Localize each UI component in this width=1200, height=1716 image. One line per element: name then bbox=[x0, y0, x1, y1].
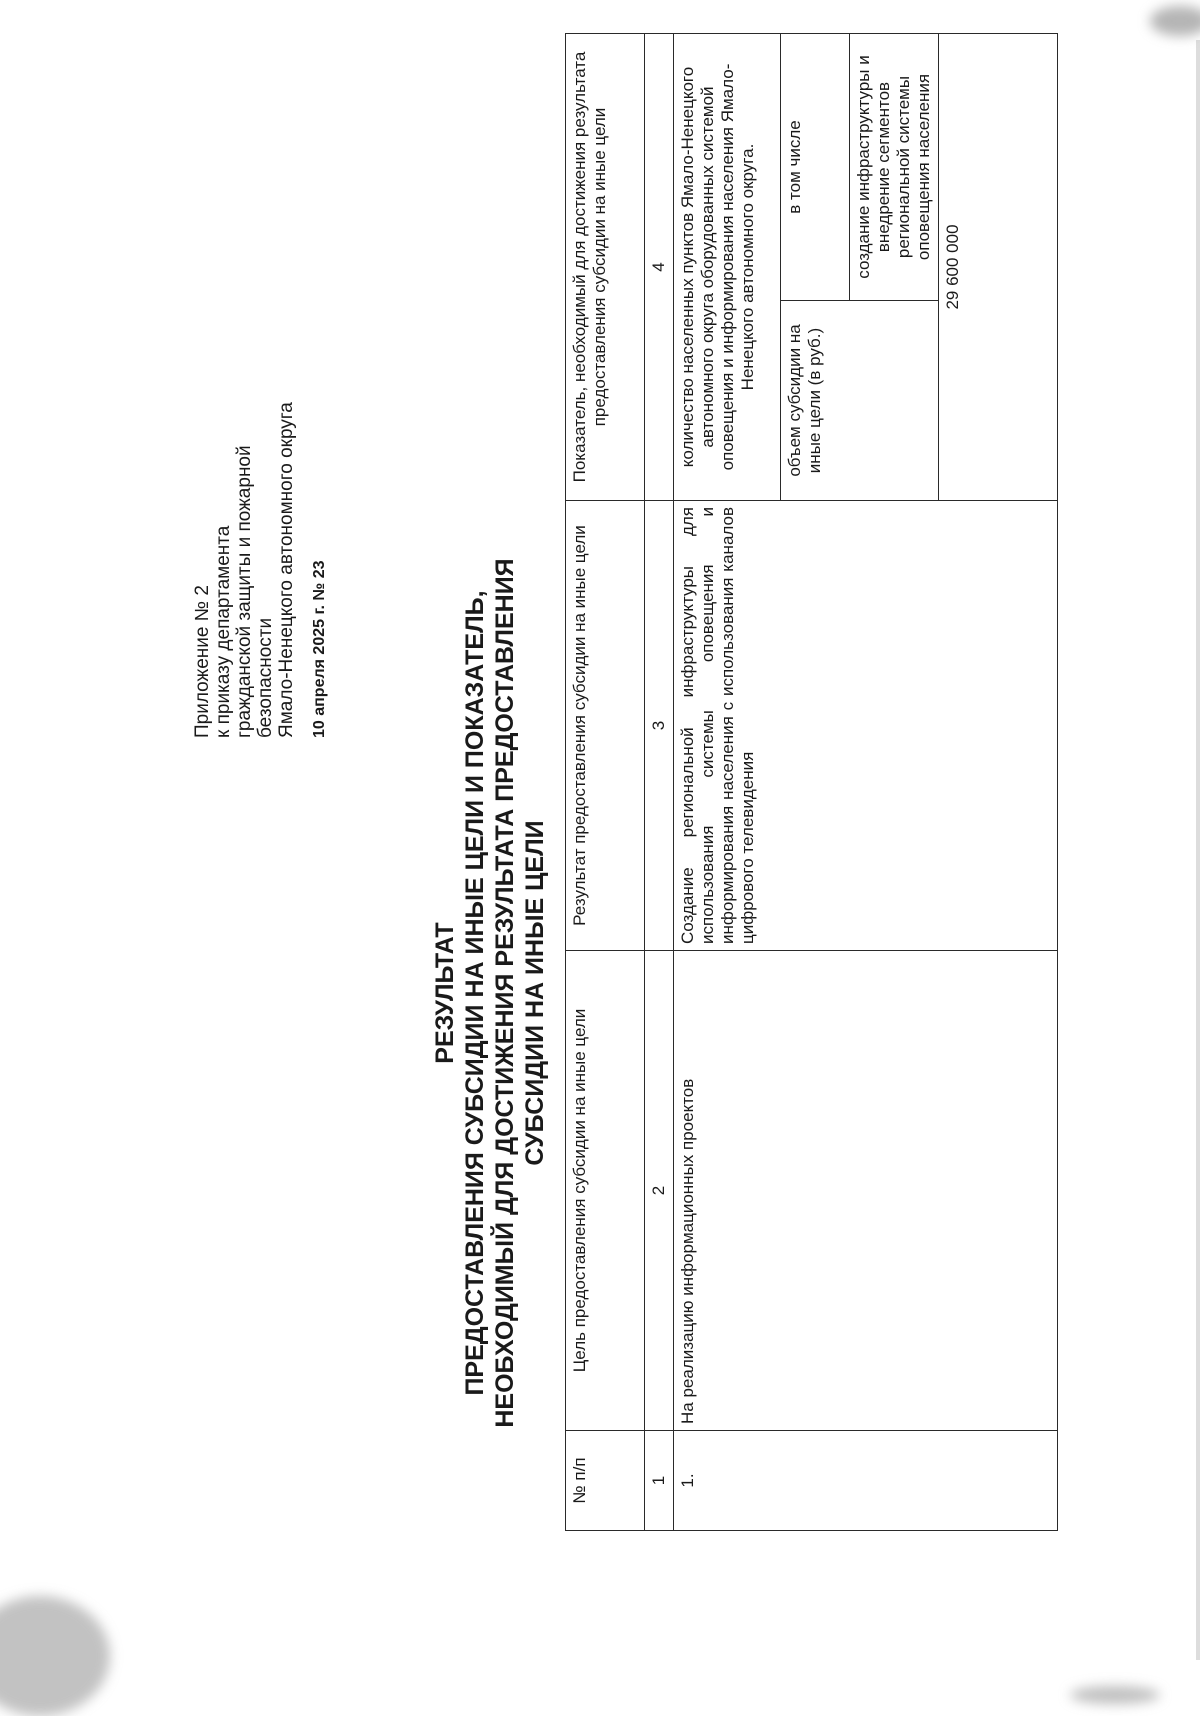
amount-cell: 29 600 000 bbox=[939, 34, 1058, 501]
header-number: № п/п bbox=[566, 1431, 645, 1531]
title-line: СУБСИДИИ НА ИНЫЕ ЦЕЛИ bbox=[521, 820, 549, 1166]
column-number: 1 bbox=[645, 1431, 674, 1531]
scan-edge bbox=[1196, 40, 1200, 1660]
column-number: 2 bbox=[645, 951, 674, 1431]
document-title bbox=[430, 463, 550, 1523]
approval-line: гражданской защиты и пожарной bbox=[234, 445, 255, 738]
approval-line: Ямало-Ненецкого автономного округа bbox=[276, 402, 297, 738]
row-number: 1. bbox=[674, 1431, 1058, 1531]
approval-line: безопасности bbox=[255, 617, 276, 738]
header-result: Результат предоставления субсидии на иные цели bbox=[566, 501, 645, 951]
title-line: ПРЕДОСТАВЛЕНИЯ СУБСИДИИ НА ИНЫЕ ЦЕЛИ И ПОКАЗАТЕЛЬ, bbox=[461, 590, 489, 1396]
column-number: 3 bbox=[645, 501, 674, 951]
result-cell: Создание региональной инфраструктуры для использования системы оповещения и информирования населения с использования каналов цифрового телевидения bbox=[674, 501, 1058, 951]
goal-cell: На реализацию информационных проектов bbox=[674, 951, 1058, 1431]
header-indicator: Показатель, необходимый для достижения результата предоставления субсидии на иные цели bbox=[566, 34, 645, 501]
title-line: РЕЗУЛЬТАТ bbox=[431, 922, 459, 1064]
approval-date: 10 апреля 2025 г. № 23 bbox=[311, 560, 328, 738]
column-number: 4 bbox=[645, 34, 674, 501]
volume-label-cell: объем субсидии на иные цели (в руб.) bbox=[781, 301, 939, 501]
approval-line: к приказу департамента bbox=[213, 525, 234, 738]
rotated-document-page bbox=[40, 23, 1160, 1673]
table-header-row bbox=[566, 34, 645, 1531]
scan-smudge bbox=[1070, 1686, 1160, 1704]
approval-block bbox=[192, 178, 330, 738]
approval-line: Приложение № 2 bbox=[192, 585, 213, 738]
title-line: НЕОБХОДИМЫЙ ДЛЯ ДОСТИЖЕНИЯ РЕЗУЛЬТАТА ПРЕДОСТАВЛЕНИЯ bbox=[491, 558, 519, 1428]
subsidy-table bbox=[565, 33, 1058, 1531]
table-row bbox=[674, 34, 781, 1531]
indicator-cell: количество населенных пунктов Ямало-Ненецкого автономного округа оборудованных системой оповещения и информирования населения Ямало-Ненецкого автономного округа. bbox=[674, 34, 781, 501]
sub-label-cell: создание инфраструктуры и внедрение сегментов региональной системы оповещения населения bbox=[850, 34, 939, 301]
header-goal: Цель предоставления субсидии на иные цели bbox=[566, 951, 645, 1431]
column-number-row bbox=[645, 34, 674, 1531]
including-label-cell: в том числе bbox=[781, 34, 850, 301]
